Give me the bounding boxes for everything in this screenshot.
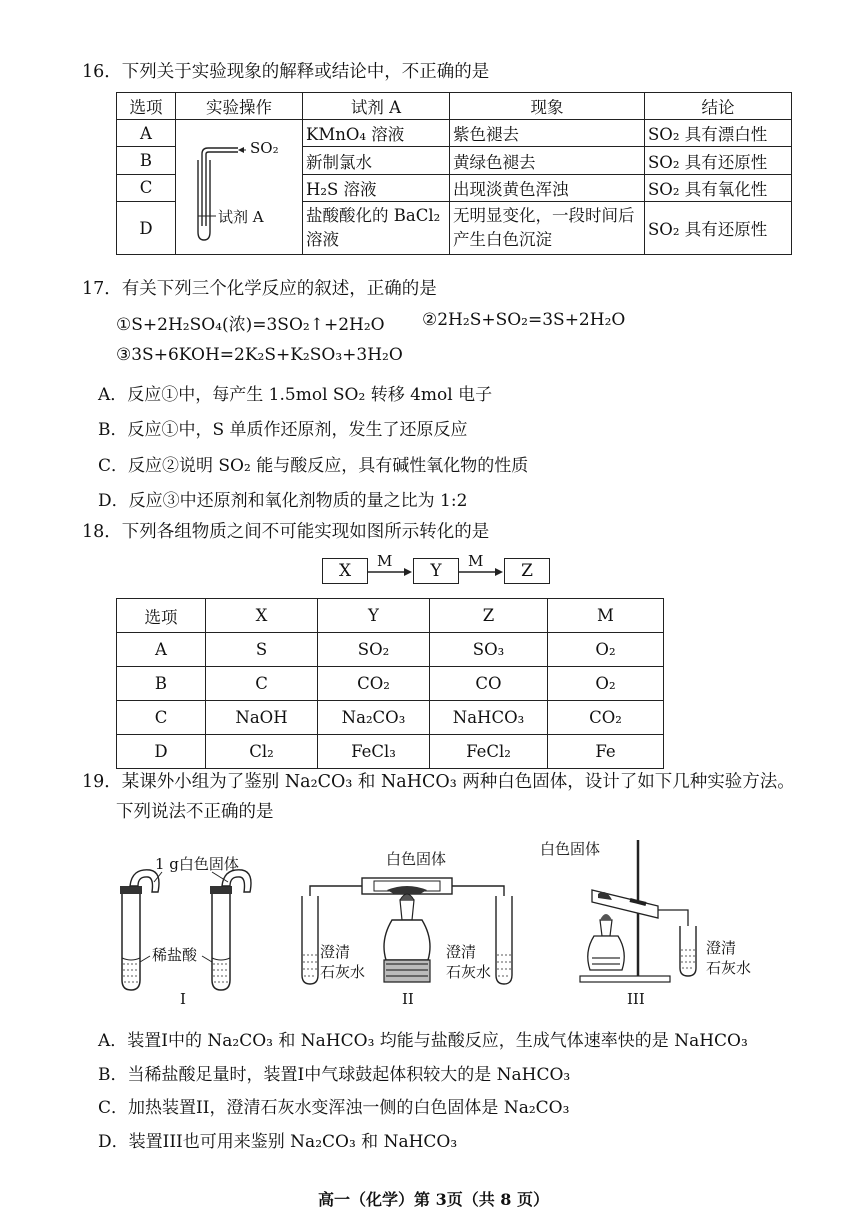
- flow-label-m1: M: [377, 552, 393, 570]
- conclusion-cell: SO₂ 具有氧化性: [645, 174, 792, 201]
- q17-equation-2: ②2H₂S+SO₂=3S+2H₂O: [422, 310, 626, 330]
- q17-option-b: B．反应①中，S 单质作还原剂，发生了还原反应: [98, 420, 468, 440]
- phenomenon-cell: 出现淡黄色浑浊: [450, 174, 645, 201]
- flow-box-x: X: [322, 558, 368, 584]
- header-cell: 实验操作: [176, 93, 303, 120]
- table-cell: CO₂: [318, 667, 430, 701]
- table-cell: S: [206, 633, 318, 667]
- app1-acid-label: 稀盐酸: [152, 946, 198, 964]
- flow-label-m2: M: [468, 552, 484, 570]
- experiment-diagram-cell: [176, 120, 303, 255]
- phenomenon-cell: 黄绿色褪去: [450, 147, 645, 174]
- q19-title-line1: 19．某课外小组为了鉴别 Na₂CO₃ 和 NaHCO₃ 两种白色固体，设计了如下几种实验方法。: [82, 772, 795, 792]
- option-cell: C: [117, 174, 176, 201]
- app3-solid-label: 白色固体: [540, 840, 601, 858]
- table-cell: FeCl₂: [430, 735, 548, 769]
- table-cell: FeCl₃: [318, 735, 430, 769]
- table-cell: SO₃: [430, 633, 548, 667]
- table-cell: Na₂CO₃: [318, 701, 430, 735]
- table-cell: Fe: [548, 735, 664, 769]
- so2-label: SO₂: [250, 139, 279, 157]
- q17-option-a: A．反应①中，每产生 1.5mol SO₂ 转移 4mol 电子: [98, 385, 493, 405]
- table-cell: C: [206, 667, 318, 701]
- q16-table: [116, 92, 792, 255]
- q19-option-d: D．装置III也可用来鉴别 Na₂CO₃ 和 NaHCO₃: [98, 1132, 458, 1152]
- table-header-row: [117, 599, 664, 633]
- page-footer: 高一（化学）第 3页（共 8 页）: [318, 1190, 549, 1209]
- option-cell: D: [117, 202, 176, 255]
- table-header-row: [117, 93, 792, 120]
- table-row: [117, 667, 664, 701]
- conclusion-cell: SO₂ 具有漂白性: [645, 120, 792, 147]
- table-cell: NaOH: [206, 701, 318, 735]
- q18-title: 18．下列各组物质之间不可能实现如图所示转化的是: [82, 522, 490, 542]
- q17-option-d: D．反应③中还原剂和氧化剂物质的量之比为 1:2: [98, 491, 468, 511]
- table-row: [117, 633, 664, 667]
- table-cell: SO₂: [318, 633, 430, 667]
- app3-roman-label: III: [627, 990, 645, 1008]
- app1-solid-label: 1 g白色固体: [155, 855, 239, 873]
- header-cell: 试剂 A: [303, 93, 450, 120]
- option-cell: B: [117, 147, 176, 174]
- apparatus-1-diagram: [110, 860, 270, 1010]
- header-cell: 结论: [645, 93, 792, 120]
- table-cell: NaHCO₃: [430, 701, 548, 735]
- table-cell: CO: [430, 667, 548, 701]
- table-row: [117, 701, 664, 735]
- table-cell: C: [117, 701, 206, 735]
- header-cell: 选项: [117, 93, 176, 120]
- table-row: [117, 120, 792, 147]
- table-cell: Cl₂: [206, 735, 318, 769]
- app2-roman-label: II: [402, 990, 414, 1008]
- q19-option-a: A．装置I中的 Na₂CO₃ 和 NaHCO₃ 均能与盐酸反应，生成气体速率快的是 NaHCO₃: [98, 1031, 748, 1051]
- reagent-cell: H₂S 溶液: [303, 174, 450, 201]
- q18-table: [116, 598, 664, 769]
- flow-box-z: Z: [504, 558, 550, 584]
- table-cell: B: [117, 667, 206, 701]
- table-cell: D: [117, 735, 206, 769]
- reagent-a-label: 试剂 A: [218, 208, 264, 226]
- q17-title: 17．有关下列三个化学反应的叙述，正确的是: [82, 279, 437, 299]
- reagent-cell: 新制氯水: [303, 147, 450, 174]
- reagent-cell: 盐酸酸化的 BaCl₂ 溶液: [303, 202, 450, 255]
- phenomenon-cell: 紫色褪去: [450, 120, 645, 147]
- q19-option-b: B．当稀盐酸足量时，装置I中气球鼓起体积较大的是 NaHCO₃: [98, 1065, 571, 1085]
- table-cell: O₂: [548, 633, 664, 667]
- conclusion-cell: SO₂ 具有还原性: [645, 202, 792, 255]
- header-cell: 选项: [117, 599, 206, 633]
- table-cell: O₂: [548, 667, 664, 701]
- header-cell: X: [206, 599, 318, 633]
- q19-title-line2: 下列说法不正确的是: [116, 802, 274, 822]
- header-cell: Z: [430, 599, 548, 633]
- q17-equation-3: ③3S+6KOH=2K₂S+K₂SO₃+3H₂O: [116, 345, 403, 365]
- conclusion-cell: SO₂ 具有还原性: [645, 147, 792, 174]
- reagent-cell: KMnO₄ 溶液: [303, 120, 450, 147]
- app3-limewater-label: 澄清 石灰水: [706, 939, 752, 977]
- header-cell: 现象: [450, 93, 645, 120]
- flow-box-y: Y: [413, 558, 459, 584]
- q19-option-c: C．加热装置II，澄清石灰水变浑浊一侧的白色固体是 Na₂CO₃: [98, 1098, 570, 1118]
- table-cell: A: [117, 633, 206, 667]
- q16-title: 16．下列关于实验现象的解释或结论中，不正确的是: [82, 62, 490, 82]
- app2-solid-label: 白色固体: [386, 850, 447, 868]
- phenomenon-cell: 无明显变化，一段时间后产生白色沉淀: [450, 202, 645, 255]
- q17-option-c: C．反应②说明 SO₂ 能与酸反应，具有碱性氧化物的性质: [98, 456, 529, 476]
- app2-right-limewater-label: 澄清 石灰水: [446, 943, 492, 981]
- table-cell: CO₂: [548, 701, 664, 735]
- table-row: [117, 735, 664, 769]
- header-cell: M: [548, 599, 664, 633]
- option-cell: A: [117, 120, 176, 147]
- header-cell: Y: [318, 599, 430, 633]
- q17-equation-1: ①S+2H₂SO₄(浓)=3SO₂↑+2H₂O: [116, 315, 385, 335]
- app1-roman-label: I: [180, 990, 186, 1008]
- app2-left-limewater-label: 澄清 石灰水: [320, 943, 366, 981]
